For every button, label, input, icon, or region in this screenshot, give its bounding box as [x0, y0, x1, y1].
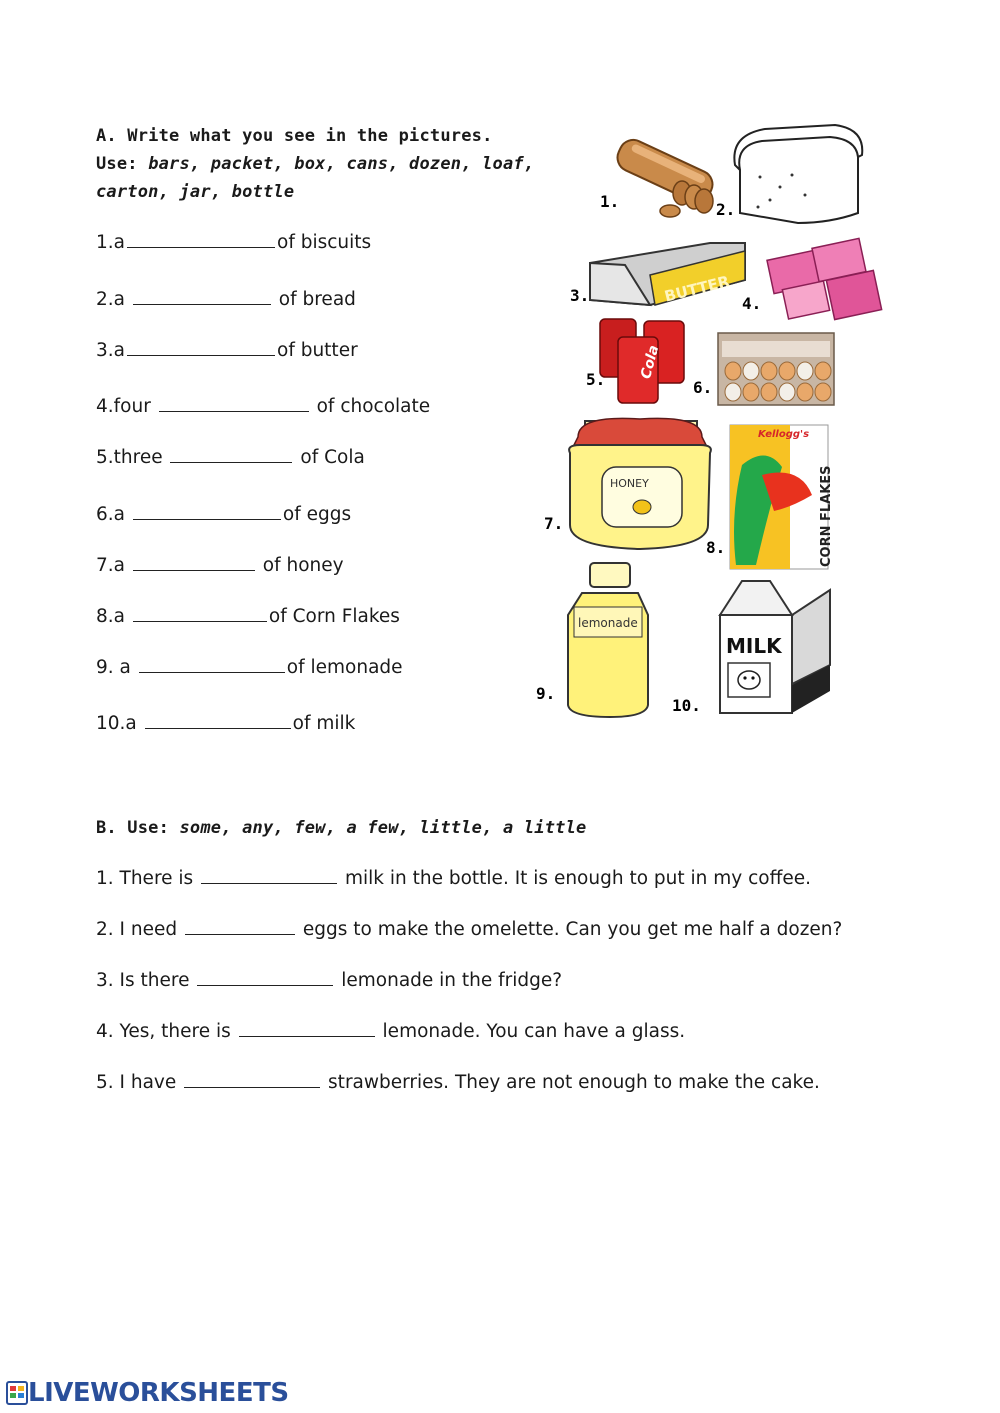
item-suffix: of Corn Flakes: [268, 606, 400, 627]
bread-picture: [734, 125, 862, 223]
item-prefix: 4.four: [96, 396, 151, 417]
item-suffix: of honey: [262, 555, 344, 576]
item-suffix: strawberries. They are not enough to make the cake.: [328, 1072, 820, 1093]
item-suffix: lemonade. You can have a glass.: [382, 1021, 686, 1042]
a-item-9: [96, 657, 403, 678]
item-prefix: 4. Yes, there is: [96, 1021, 231, 1042]
a-item-10: [96, 713, 355, 734]
item-prefix: 2. I need: [96, 919, 178, 940]
answer-blank[interactable]: [184, 1073, 320, 1088]
pic-label-2: 2.: [716, 200, 736, 219]
milk-label: MILK: [726, 634, 782, 658]
answer-blank[interactable]: [145, 714, 291, 729]
answer-blank[interactable]: [185, 920, 295, 935]
item-prefix: 1. There is: [96, 868, 194, 889]
b-item-4: [96, 1021, 685, 1042]
item-prefix: 6.a: [96, 504, 125, 525]
honey-label: HONEY: [610, 477, 649, 490]
lemonade-label: lemonade: [578, 616, 638, 630]
butter-picture: [590, 243, 745, 306]
chocolate-picture: [767, 238, 882, 319]
item-suffix: of chocolate: [316, 396, 431, 417]
cola-label: Cola: [638, 343, 663, 381]
b-item-2: [96, 919, 842, 940]
cola-picture: [600, 319, 684, 403]
pic-label-8: 8.: [706, 538, 726, 557]
answer-blank[interactable]: [133, 607, 267, 622]
answer-blank[interactable]: [133, 290, 271, 305]
liveworksheets-logo-icon: [6, 1380, 28, 1406]
pic-label-4: 4.: [742, 294, 762, 313]
eggs-picture: [718, 333, 834, 405]
cornflakes-picture: [730, 425, 834, 569]
item-suffix: of bread: [278, 289, 356, 310]
food-pictures: [530, 115, 910, 730]
pic-label-5: 5.: [586, 370, 606, 389]
item-suffix: of lemonade: [286, 657, 403, 678]
brand-name: LIVEWORKSHEETS: [28, 1378, 289, 1408]
section-b-heading: [96, 818, 586, 838]
answer-blank[interactable]: [197, 971, 333, 986]
item-suffix: of Cola: [300, 447, 365, 468]
item-prefix: 10.a: [96, 713, 137, 734]
b-item-5: [96, 1072, 820, 1093]
pic-label-3: 3.: [570, 286, 590, 305]
a-item-5: [96, 447, 365, 468]
pic-label-1: 1.: [600, 192, 620, 211]
butter-label: BUTTER: [662, 272, 732, 306]
item-prefix: 5.three: [96, 447, 163, 468]
item-prefix: 8.a: [96, 606, 125, 627]
a-item-8: [96, 606, 400, 627]
item-suffix: eggs to make the omelette. Can you get me half a dozen?: [302, 919, 843, 940]
b-item-1: [96, 868, 811, 889]
answer-blank[interactable]: [139, 658, 285, 673]
section-a-title: A. Write what you see in the pictures.: [96, 126, 493, 146]
section-b-title: B. Use:: [96, 818, 180, 838]
a-item-4: [96, 396, 430, 417]
item-prefix: 3. Is there: [96, 970, 190, 991]
a-item-3: [96, 340, 358, 361]
answer-blank[interactable]: [170, 448, 292, 463]
a-item-6: [96, 504, 351, 525]
item-suffix: milk in the bottle. It is enough to put in my coffee.: [344, 868, 811, 889]
pic-label-6: 6.: [693, 378, 713, 397]
use-words-1: bars, packet, box, cans, dozen, loaf,: [148, 154, 535, 174]
pic-label-10: 10.: [672, 696, 701, 715]
answer-blank[interactable]: [133, 556, 255, 571]
item-suffix: of milk: [292, 713, 356, 734]
liveworksheets-logo[interactable]: [6, 1378, 289, 1408]
answer-blank[interactable]: [159, 397, 309, 412]
section-a-use-line: [96, 150, 534, 178]
use-prefix: Use:: [96, 154, 149, 174]
lemonade-picture: [568, 563, 648, 717]
item-prefix: 9. a: [96, 657, 131, 678]
section-b-words: some, any, few, a few, little, a little: [179, 818, 587, 838]
pic-label-9: 9.: [536, 684, 556, 703]
use-words-2: carton, jar, bottle: [96, 182, 295, 202]
answer-blank[interactable]: [127, 341, 275, 356]
item-suffix: of biscuits: [277, 232, 372, 253]
answer-blank[interactable]: [239, 1022, 375, 1037]
biscuits-picture: [613, 135, 717, 217]
item-prefix: 2.a: [96, 289, 125, 310]
a-item-1: [96, 232, 371, 253]
item-suffix: lemonade in the fridge?: [341, 970, 563, 991]
section-a-heading: [96, 122, 534, 206]
honey-picture: [569, 418, 711, 549]
item-prefix: 5. I have: [96, 1072, 177, 1093]
pic-label-7: 7.: [544, 514, 564, 533]
item-prefix: 1.a: [96, 232, 125, 253]
item-suffix: of butter: [277, 340, 358, 361]
answer-blank[interactable]: [133, 505, 281, 520]
milk-picture: [720, 581, 830, 713]
a-item-7: [96, 555, 344, 576]
item-suffix: of eggs: [282, 504, 352, 525]
item-prefix: 7.a: [96, 555, 125, 576]
a-item-2: [96, 289, 356, 310]
item-prefix: 3.a: [96, 340, 125, 361]
kelloggs-label: Kellogg's: [758, 429, 810, 440]
answer-blank[interactable]: [127, 233, 275, 248]
cornflakes-label: CORN FLAKES: [819, 465, 834, 567]
answer-blank[interactable]: [201, 869, 337, 884]
b-item-3: [96, 970, 562, 991]
